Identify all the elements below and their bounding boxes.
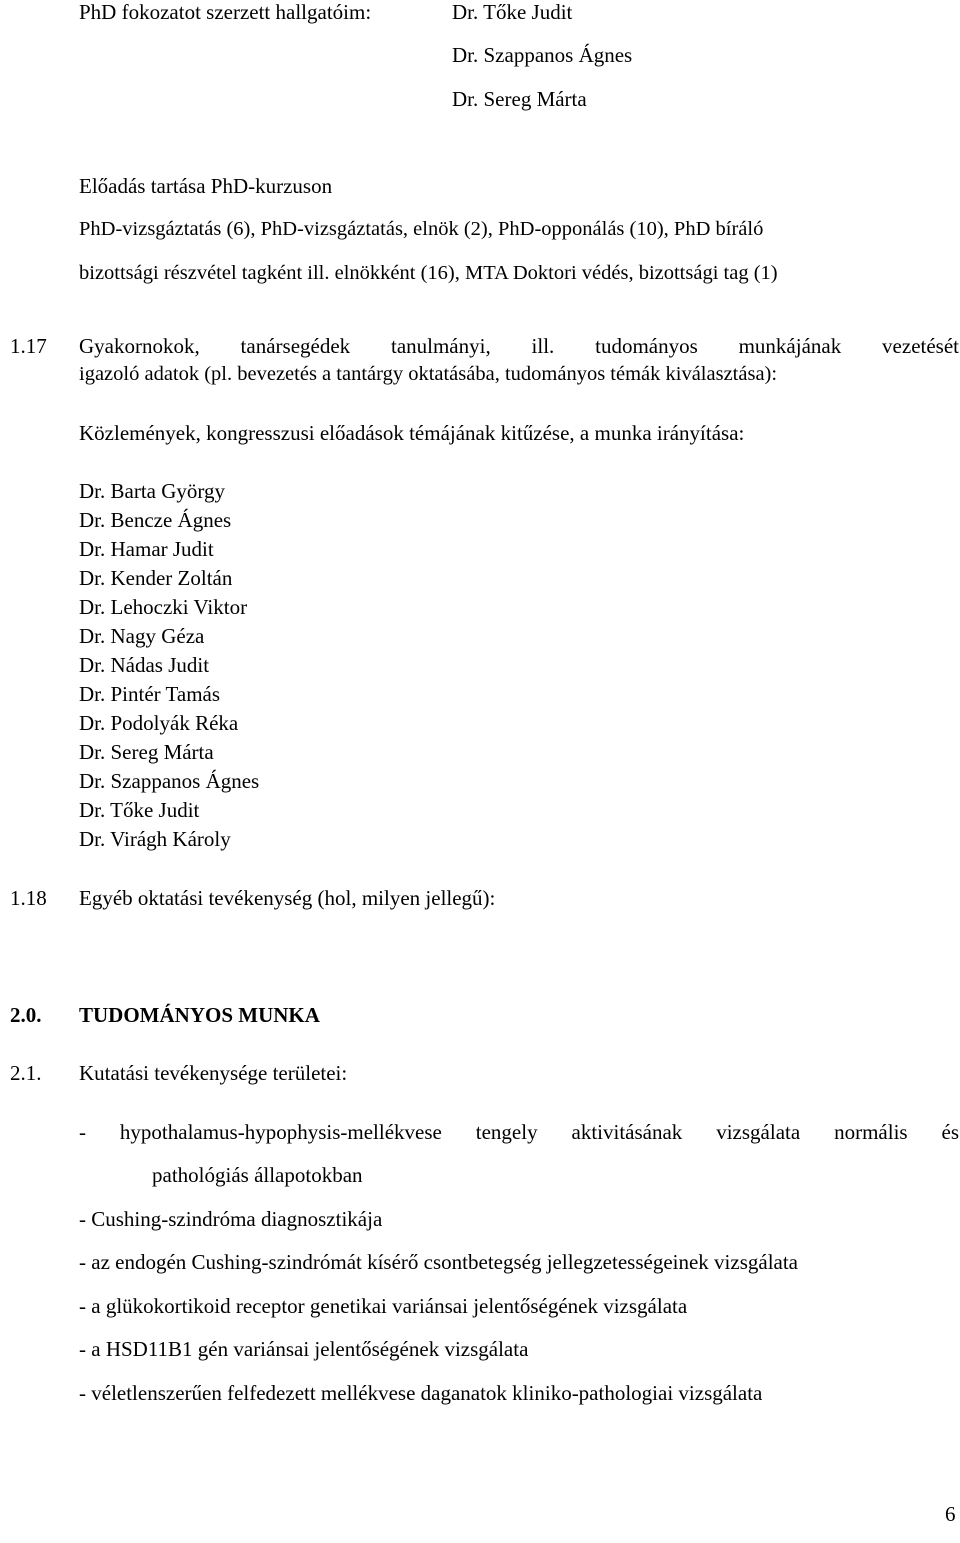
section-number: 2.0. [10,1003,42,1027]
research-item-line-2: pathológiás állapotokban [152,1163,363,1187]
lecture-line-2: bizottsági részvétel tagként ill. elnökként (16), MTA Doktori védés, bizottsági tag (1) [79,262,778,284]
research-item: - véletlenszerűen felfedezett mellékvese daganatok kliniko-pathologiai vizsgálata [79,1381,763,1405]
mentee-name: Dr. Virágh Károly [79,827,231,851]
mentee-name: Dr. Lehoczki Viktor [79,595,248,619]
lecture-heading: Előadás tartása PhD-kurzuson [79,174,333,198]
graduate-name: Dr. Szappanos Ágnes [452,43,633,67]
research-item-line-1: - hypothalamus-hypophysis-mellékvese tengely aktivitásának vizsgálata normális és [79,1120,959,1144]
section-title-line-2: igazoló adatok (pl. bevezetés a tantárgy oktatásába, tudományos témák kiválasztása): [79,363,778,385]
mentee-name: Dr. Szappanos Ágnes [79,769,260,793]
research-item: - a HSD11B1 gén variánsai jelentőségének vizsgálata [79,1337,529,1361]
mentee-name: Dr. Nagy Géza [79,624,205,648]
section-number: 1.18 [10,886,47,910]
section-subheading: Közlemények, kongresszusi előadások témájának kitűzése, a munka irányítása: [79,421,745,445]
mentee-name: Dr. Tőke Judit [79,798,200,822]
graduate-name: Dr. Tőke Judit [452,0,573,24]
mentee-name: Dr. Sereg Márta [79,740,214,764]
mentee-name: Dr. Hamar Judit [79,537,214,561]
mentee-name: Dr. Nádas Judit [79,653,210,677]
mentee-name: Dr. Kender Zoltán [79,566,233,590]
graduate-name: Dr. Sereg Márta [452,87,587,111]
section-title-line-1: Gyakornokok, tanársegédek tanulmányi, ill. tudományos munkájának vezetését [79,334,959,358]
section-number: 2.1. [10,1061,42,1085]
research-item: - Cushing-szindróma diagnosztikája [79,1207,383,1231]
mentee-name: Dr. Bencze Ágnes [79,508,232,532]
section-title: Egyéb oktatási tevékenység (hol, milyen jellegű): [79,886,496,910]
section-number: 1.17 [10,334,47,358]
section-heading: TUDOMÁNYOS MUNKA [79,1003,320,1027]
research-item: - az endogén Cushing-szindrómát kísérő csontbetegség jellegzetességeinek vizsgálata [79,1250,799,1274]
mentee-name: Dr. Barta György [79,479,226,503]
research-item: - a glükokortikoid receptor genetikai variánsai jelentőségének vizsgálata [79,1294,688,1318]
section-title: Kutatási tevékenysége területei: [79,1061,348,1085]
mentee-name: Dr. Pintér Tamás [79,682,221,706]
page-number: 6 [945,1502,956,1526]
phd-graduates-label: PhD fokozatot szerzett hallgatóim: [79,0,372,24]
mentee-name: Dr. Podolyák Réka [79,711,239,735]
lecture-line-1: PhD-vizsgáztatás (6), PhD-vizsgáztatás, elnök (2), PhD-opponálás (10), PhD bíráló [79,218,764,240]
